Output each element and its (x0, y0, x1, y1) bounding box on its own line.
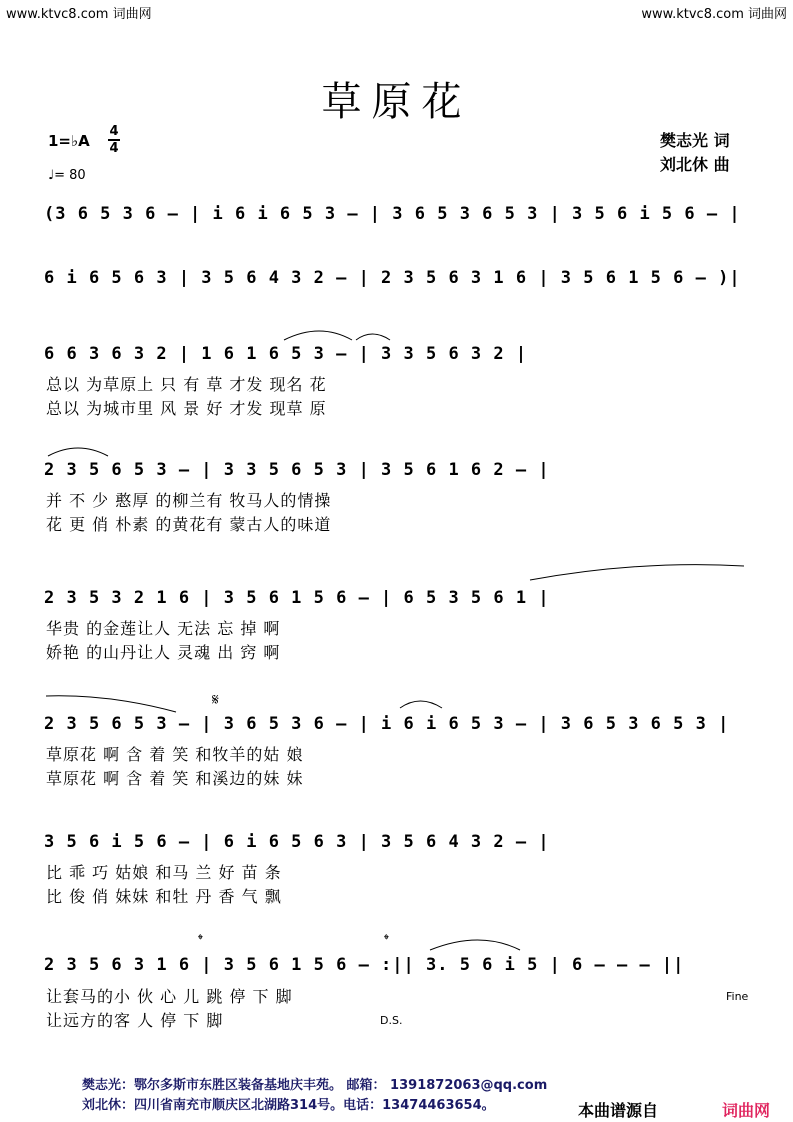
score-system-4-lyrics-verse1: 并 不 少 憨厚 的柳兰有 牧马人的情操 (46, 491, 332, 510)
time-signature-top: 4 (109, 124, 119, 139)
score-system-5-lyrics-verse1: 华贵 的金莲让人 无法 忘 掉 啊 (46, 619, 281, 638)
segno-sign: 𝄋 (212, 690, 219, 709)
brand-logo[interactable]: 词曲网 (722, 1101, 771, 1120)
composer-credit: 刘北休 曲 (660, 155, 730, 174)
score-system-7-notes: 3 5 6 i 5 6 – | 6 i 6 5 6 3 | 3 5 6 4 3 2 – | (44, 832, 550, 852)
lyricist-credit: 樊志光 词 (660, 131, 730, 150)
score-system-6-lyrics-verse1: 草原花 啊 含 着 笑 和牧羊的姑 娘 (46, 745, 304, 764)
score-system-2-notes: 6 i 6 5 6 3 | 3 5 6 4 3 2 – | 2 3 5 6 3 1 6 | 3 5 6 1 5 6 – )| (44, 268, 741, 288)
coda-sign-1: 𝄌 (198, 932, 203, 948)
fine-marking: Fine (726, 990, 749, 1003)
score-system-6-notes: 2 3 5 6 5 3 – | 3 6 5 3 6 – | i 6 i 6 5 3 – | 3 6 5 3 6 5 3 | (44, 714, 730, 734)
coda-sign-2: 𝄌 (384, 932, 389, 948)
watermark-left: www.ktvc8.com 词曲网 (6, 7, 152, 22)
footer-contact-composer: 刘北休：四川省南充市顺庆区北湖路314号。电话：13474463654。 (82, 1098, 495, 1113)
score-system-5-lyrics-verse2: 娇艳 的山丹让人 灵魂 出 窍 啊 (46, 643, 281, 662)
score-system-7-lyrics-verse1: 比 乖 巧 姑娘 和马 兰 好 苗 条 (46, 863, 282, 882)
source-label: 本曲谱源自 (578, 1101, 659, 1120)
score-system-5-notes: 2 3 5 3 2 1 6 | 3 5 6 1 5 6 – | 6 5 3 5 6 1 | (44, 588, 550, 608)
score-system-8-notes: 2 3 5 6 3 1 6 | 3 5 6 1 5 6 – :|| 3. 5 6 i 5 | 6 – – – || (44, 955, 685, 975)
time-signature-bottom: 4 (109, 141, 119, 156)
score-system-8-lyrics-verse2: 让远方的客 人 停 下 脚 (46, 1011, 224, 1030)
score-system-4-lyrics-verse2: 花 更 俏 朴素 的黄花有 蒙古人的味道 (46, 515, 332, 534)
score-system-3-notes: 6 6 3 6 3 2 | 1 6 1 6 5 3 – | 3 3 5 6 3 2 | (44, 344, 528, 364)
score-system-6-lyrics-verse2: 草原花 啊 含 着 笑 和溪边的妹 妹 (46, 769, 304, 788)
score-system-3-lyrics-verse2: 总以 为城市里 风 景 好 才发 现草 原 (46, 399, 327, 418)
score-system-4-notes: 2 3 5 6 5 3 – | 3 3 5 6 5 3 | 3 5 6 1 6 2 – | (44, 460, 550, 480)
key-signature: 1=♭A (48, 132, 90, 150)
footer-contact-lyricist: 樊志光：鄂尔多斯市东胜区装备基地庆丰苑。 邮箱： 1391872063@qq.com (82, 1078, 548, 1093)
page-title: 草原花 (321, 79, 472, 125)
score-system-1-notes: (3 6 5 3 6 – | i 6 i 6 5 3 – | 3 6 5 3 6 5 3 | 3 5 6 i 5 6 – | (44, 204, 741, 224)
score-system-3-lyrics-verse1: 总以 为草原上 只 有 草 才发 现名 花 (46, 375, 327, 394)
tempo-marking: ♩= 80 (48, 168, 86, 183)
watermark-right: www.ktvc8.com 词曲网 (641, 7, 787, 22)
score-system-8-lyrics-verse1: 让套马的小 伙 心 儿 跳 停 下 脚 (46, 987, 293, 1006)
ds-marking: D.S. (380, 1014, 403, 1027)
score-system-7-lyrics-verse2: 比 俊 俏 妹妹 和牡 丹 香 气 飘 (46, 887, 282, 906)
